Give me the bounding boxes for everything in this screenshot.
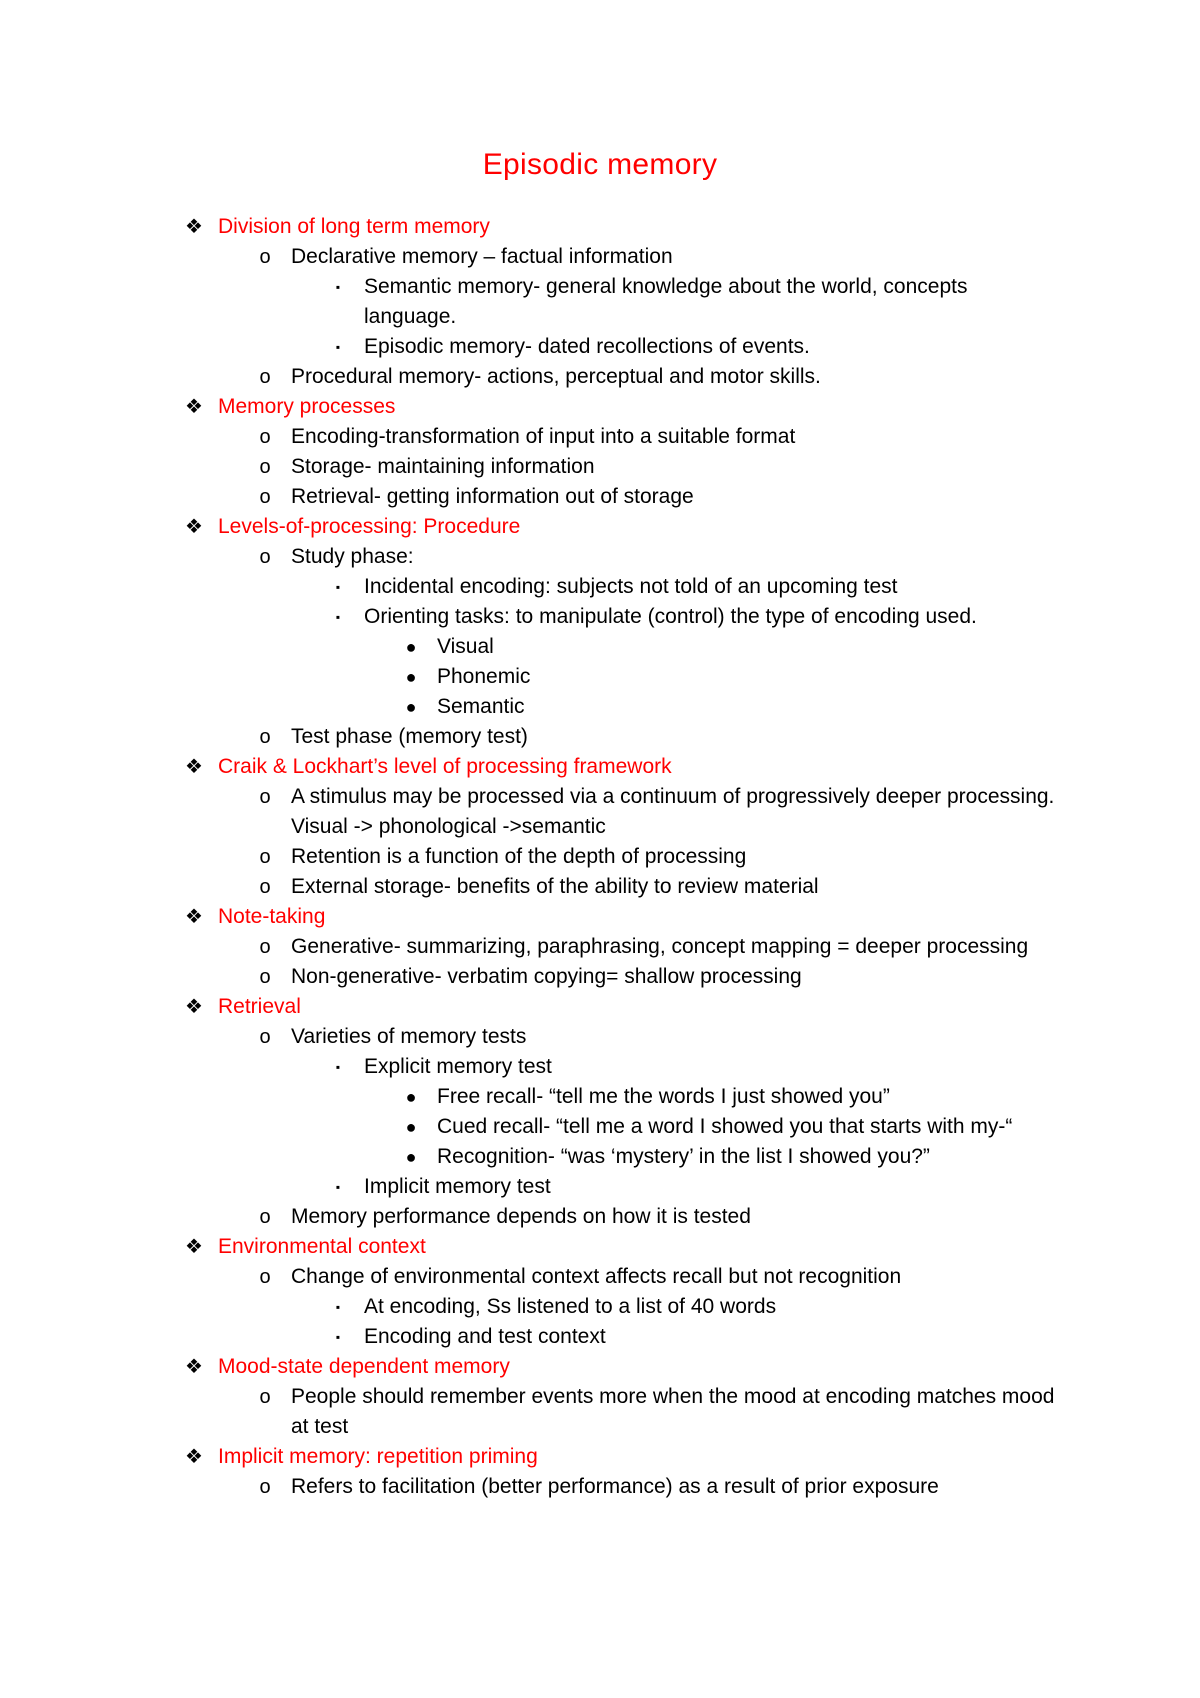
list-item	[0, 1052, 1200, 1082]
list-item-text: Storage- maintaining information	[291, 455, 595, 478]
section-heading	[0, 1232, 1200, 1262]
circle-outline-icon: o	[259, 456, 271, 478]
list-item-text: Test phase (memory test)	[291, 725, 528, 748]
list-item	[0, 242, 1200, 272]
circle-outline-icon: o	[259, 546, 271, 568]
filled-dot-icon: ●	[405, 697, 417, 717]
section-heading-text: Craik & Lockhart’s level of processing framework	[218, 755, 672, 778]
list-item-text: Semantic memory- general knowledge about the world, concepts language.	[364, 275, 968, 328]
filled-dot-icon: ●	[405, 667, 417, 687]
section-heading-text: Division of long term memory	[218, 215, 490, 238]
list-item-text: Visual	[437, 635, 494, 658]
list-item	[0, 1172, 1200, 1202]
list-item-text: Semantic	[437, 695, 525, 718]
list-item-text: At encoding, Ss listened to a list of 40 words	[364, 1295, 777, 1318]
square-icon: ▪	[335, 1180, 341, 1194]
list-item-text: Orienting tasks: to manipulate (control) the type of encoding used.	[364, 605, 977, 628]
list-item	[0, 1382, 1200, 1442]
circle-outline-icon: o	[259, 486, 271, 508]
list-item-text: Explicit memory test	[364, 1055, 552, 1078]
list-item-text: Retention is a function of the depth of processing	[291, 845, 747, 868]
list-item	[0, 362, 1200, 392]
list-item	[0, 482, 1200, 512]
list-item-text: People should remember events more when the mood at encoding matches mood at test	[291, 1385, 1055, 1438]
filled-dot-icon: ●	[405, 1147, 417, 1167]
circle-outline-icon: o	[259, 426, 271, 448]
section-heading	[0, 992, 1200, 1022]
diamond-four-icon: ❖	[185, 516, 203, 538]
diamond-four-icon: ❖	[185, 906, 203, 928]
circle-outline-icon: o	[259, 726, 271, 748]
circle-outline-icon: o	[259, 366, 271, 388]
section-heading	[0, 1352, 1200, 1382]
circle-outline-icon: o	[259, 876, 271, 898]
list-item-text: Phonemic	[437, 665, 531, 688]
list-item-text: Cued recall- “tell me a word I showed you that starts with my-“	[437, 1115, 1013, 1138]
square-icon: ▪	[335, 580, 341, 594]
list-item-text: Study phase:	[291, 545, 414, 568]
section-heading-text: Levels-of-processing: Procedure	[218, 515, 521, 538]
square-icon: ▪	[335, 1330, 341, 1344]
list-item	[0, 602, 1200, 632]
section-heading	[0, 512, 1200, 542]
section-heading	[0, 752, 1200, 782]
section-heading-text: Retrieval	[218, 995, 301, 1018]
section-heading-text: Note-taking	[218, 905, 326, 928]
diamond-four-icon: ❖	[185, 216, 203, 238]
list-item	[0, 662, 1200, 692]
section-heading-text: Environmental context	[218, 1235, 426, 1258]
list-item	[0, 1292, 1200, 1322]
diamond-four-icon: ❖	[185, 1356, 203, 1378]
list-item-text: Episodic memory- dated recollections of events.	[364, 335, 810, 358]
section-heading-text: Mood-state dependent memory	[218, 1355, 510, 1378]
list-item	[0, 692, 1200, 722]
list-item-text: A stimulus may be processed via a continuum of progressively deeper processing. Visual -> phonological ->semantic	[291, 785, 1055, 838]
list-item	[0, 572, 1200, 602]
diamond-four-icon: ❖	[185, 396, 203, 418]
circle-outline-icon: o	[259, 786, 271, 808]
list-item-text: Recognition- “was ‘mystery’ in the list I showed you?”	[437, 1145, 930, 1168]
list-item	[0, 1142, 1200, 1172]
list-item	[0, 1202, 1200, 1232]
list-item-text: Encoding and test context	[364, 1325, 606, 1348]
square-icon: ▪	[335, 610, 341, 624]
page-title: Episodic memory	[482, 148, 718, 181]
list-item	[0, 452, 1200, 482]
list-item-text: Non-generative- verbatim copying= shallow processing	[291, 965, 802, 988]
diamond-four-icon: ❖	[185, 756, 203, 778]
list-item	[0, 1472, 1200, 1502]
list-item	[0, 1112, 1200, 1142]
section-heading	[0, 392, 1200, 422]
list-item	[0, 962, 1200, 992]
list-item	[0, 272, 1200, 332]
section-heading	[0, 212, 1200, 242]
list-item	[0, 422, 1200, 452]
list-item	[0, 842, 1200, 872]
circle-outline-icon: o	[259, 1266, 271, 1288]
circle-outline-icon: o	[259, 846, 271, 868]
list-item	[0, 1022, 1200, 1052]
circle-outline-icon: o	[259, 936, 271, 958]
list-item	[0, 332, 1200, 362]
diamond-four-icon: ❖	[185, 1446, 203, 1468]
circle-outline-icon: o	[259, 1386, 271, 1408]
list-item	[0, 632, 1200, 662]
list-item-text: Generative- summarizing, paraphrasing, concept mapping = deeper processing	[291, 935, 1029, 958]
list-item	[0, 1082, 1200, 1112]
list-item-text: Procedural memory- actions, perceptual and motor skills.	[291, 365, 821, 388]
square-icon: ▪	[335, 340, 341, 354]
section-heading-text: Implicit memory: repetition priming	[218, 1445, 538, 1468]
list-item-text: Incidental encoding: subjects not told of an upcoming test	[364, 575, 898, 598]
circle-outline-icon: o	[259, 1026, 271, 1048]
circle-outline-icon: o	[259, 1206, 271, 1228]
square-icon: ▪	[335, 1300, 341, 1314]
list-item-text: Retrieval- getting information out of storage	[291, 485, 694, 508]
circle-outline-icon: o	[259, 966, 271, 988]
notes-outline	[0, 212, 1200, 1502]
list-item	[0, 1322, 1200, 1352]
circle-outline-icon: o	[259, 246, 271, 268]
list-item-text: Memory performance depends on how it is tested	[291, 1205, 751, 1228]
list-item	[0, 542, 1200, 572]
list-item-text: Varieties of memory tests	[291, 1025, 527, 1048]
filled-dot-icon: ●	[405, 1087, 417, 1107]
diamond-four-icon: ❖	[185, 1236, 203, 1258]
section-heading	[0, 902, 1200, 932]
list-item	[0, 932, 1200, 962]
list-item-text: Free recall- “tell me the words I just showed you”	[437, 1085, 890, 1108]
list-item	[0, 722, 1200, 752]
square-icon: ▪	[335, 1060, 341, 1074]
diamond-four-icon: ❖	[185, 996, 203, 1018]
list-item	[0, 1262, 1200, 1292]
circle-outline-icon: o	[259, 1476, 271, 1498]
list-item-text: Declarative memory – factual information	[291, 245, 673, 268]
section-heading	[0, 1442, 1200, 1472]
filled-dot-icon: ●	[405, 637, 417, 657]
filled-dot-icon: ●	[405, 1117, 417, 1137]
list-item-text: Refers to facilitation (better performance) as a result of prior exposure	[291, 1475, 939, 1498]
list-item	[0, 782, 1200, 842]
square-icon: ▪	[335, 280, 341, 294]
list-item	[0, 872, 1200, 902]
list-item-text: Encoding-transformation of input into a suitable format	[291, 425, 796, 448]
list-item-text: Change of environmental context affects recall but not recognition	[291, 1265, 902, 1288]
section-heading-text: Memory processes	[218, 395, 396, 418]
list-item-text: Implicit memory test	[364, 1175, 551, 1198]
list-item-text: External storage- benefits of the ability to review material	[291, 875, 819, 898]
